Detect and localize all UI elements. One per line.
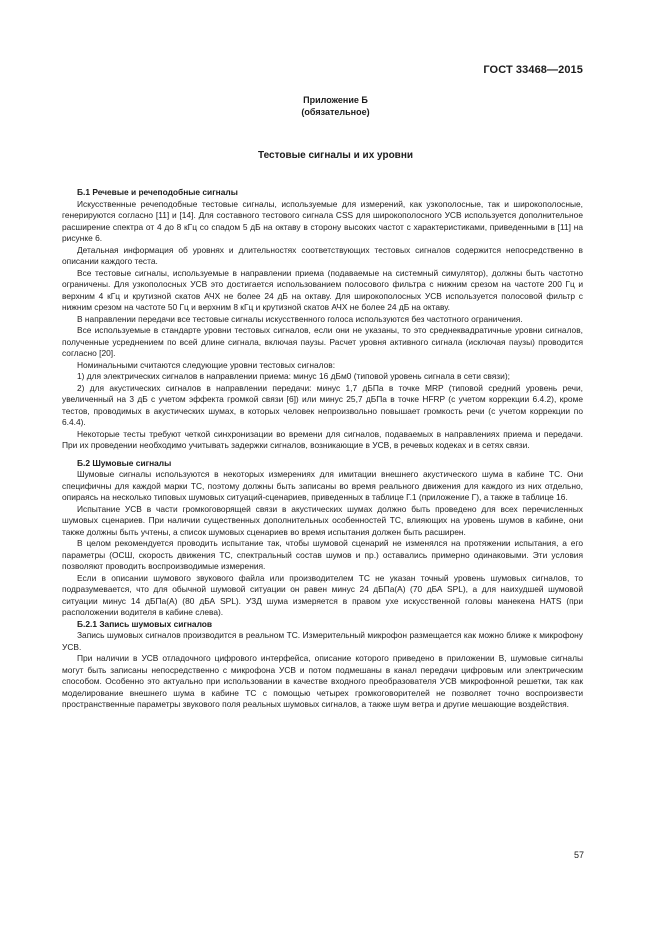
paragraph: Запись шумовых сигналов производится в реальном ТС. Измерительный микрофон размещается как можно ближе к микрофону УСВ.: [62, 630, 583, 652]
section-heading-b21: Б.2.1 Запись шумовых сигналов: [77, 618, 213, 629]
paragraph: Испытание УСВ в части громкоговорящей связи в акустических шумах должно быть проведено для всех перечисленных шумовых сценариев. При наличии существенных дополнительных особенностей ТС, влияющих на уровень шумов в кабине, они также должны быть учтены, а список шумовых сценариев во время испытания должен быть расширен.: [62, 503, 583, 537]
document-id-header: ГОСТ 33468—2015: [483, 64, 583, 76]
paragraph: Искусственные речеподобные тестовые сигналы, используемые для измерений, как узкополосные, так и широкополосные, генерируются согласно [11] и [14]. Для составного тестового сигнала CSS для широкополосного УСВ используется дополнительное расширение спектра от 4 до 8 кГц со спадом 5 дБ на октаву в сторону высоких частот с характеристиками, приведенными в [11] на рисунке 6.: [62, 198, 583, 243]
paragraph: При наличии в УСВ отладочного цифрового интерфейса, описание которого приведено в приложении В, шумовые сигналы могут быть записаны непосредственно с микрофона УСВ и потом подмешаны в канал передачи цифровым или электрическим способом. Особенно это актуально при использовании в качестве входного преобразователя УСВ микрофонной решетки, так как моделирование внешнего шума в кабине ТС с помощью четырех громкоговорителей не позволяет точно воспроизвести пространственные параметры звукового поля реальных шумовых сигналов, а также шум ветра и другие мешающие воздействия.: [62, 653, 583, 709]
section-heading-b2: Б.2 Шумовые сигналы: [77, 457, 172, 468]
list-item: 2) для акустических сигналов в направлении передачи: минус 1,7 дБПа в точке MRP (типовой средний уровень речи, увеличенный на 3 дБ с учетом эффекта громкой связи [6]) или минус 25,7 дБПа в точке HFRP (с учетом коррекции 6.4.2), кроме тестов, проводимых в акустических шумах, в которых человек непроизвольно повышает громкость речи (с учетом коррекции по 6.4.4).: [62, 382, 583, 427]
paragraph: Все тестовые сигналы, используемые в направлении приема (подаваемые на системный симулятор), должны быть частотно ограничены. Для узкополосных УСВ это достигается использованием полосового фильтра с нижним срезом на частоте 200 Гц и верхним 4 кГц и крутизной скатов АЧХ не более 24 дБ на октаву. Для широкополосных УСВ используется полосовой фильтр с нижним срезом на частоте 50 Гц и верхним 8 кГц и крутизной скатов АЧХ не более 24 дБ на октаву.: [62, 267, 583, 312]
paragraph: В целом рекомендуется проводить испытание так, чтобы шумовой сценарий не изменялся на протяжении испытания, а его параметры (ОСШ, скорость движения ТС, спектральный состав шумов и пр.) оставались примерно одинаковыми. Эти условия позволяют проводить воспроизводимые измерения.: [62, 538, 583, 571]
paragraph: Детальная информация об уровнях и длительностях соответствующих тестовых сигналов содержится непосредственно в описании каждого теста.: [62, 244, 583, 266]
paragraph: Шумовые сигналы используются в некоторых измерениях для имитации внешнего акустического шума в кабине ТС. Они специфичны для каждой марки ТС, поэтому должны быть записаны во время реального движения для каждого из них отдельно, опираясь на несколько типовых шумовых ситуаций-сценариев, приведенных в таблице Г.1 (приложение Г), а также в таблице 16.: [62, 469, 583, 502]
appendix-heading: [0, 94, 661, 118]
list-item: 1) для электрических сигналов в направлении приема: минус 16 дБм0 (типовой уровень сигнала в сети связи);: [77, 371, 510, 381]
page-number: 57: [573, 850, 584, 860]
appendix-title: Тестовые сигналы и их уровни: [257, 150, 414, 161]
paragraph: Номинальными считаются следующие уровни тестовых сигналов:: [77, 359, 336, 370]
section-heading-b1: Б.1 Речевые и речеподобные сигналы: [77, 187, 238, 197]
paragraph: В направлении передачи все тестовые сигналы искусственного голоса используются без частотного ограничения.: [77, 313, 523, 324]
paragraph: Все используемые в стандарте уровни тестовых сигналов, если они не указаны, то это среднеквадратичные уровни сигналов, полученные усреднением по всей длине сигнала, включая паузы. Расчет уровня активного сигнала (исключая паузы) проводится согласно [20].: [62, 325, 583, 358]
document-body: [62, 187, 583, 711]
paragraph: Некоторые тесты требуют четкой синхронизации во времени для сигналов, подаваемых в направлениях приема и передачи. При их проведении необходимо учитывать задержки сигналов, возникающие в УСВ, в речевых кодеках и в сетях связи.: [62, 428, 583, 450]
paragraph: Если в описании шумового звукового файла или производителем ТС не указан точный уровень шумовых сигналов, то подразумевается, что для обычной шумовой ситуации он равен минус 24 дБПа(А) (70 дБА SPL), а для наихудшей шумовой ситуации минус 14 дБПа(А) (80 дБА SPL). УЗД шума измеряется в правом ухе искусственной головы манекена HATS (при расположении водителя в кабине слева).: [62, 572, 583, 617]
appendix-label: Приложение Б: [303, 95, 368, 105]
appendix-status: (обязательное): [301, 107, 370, 117]
